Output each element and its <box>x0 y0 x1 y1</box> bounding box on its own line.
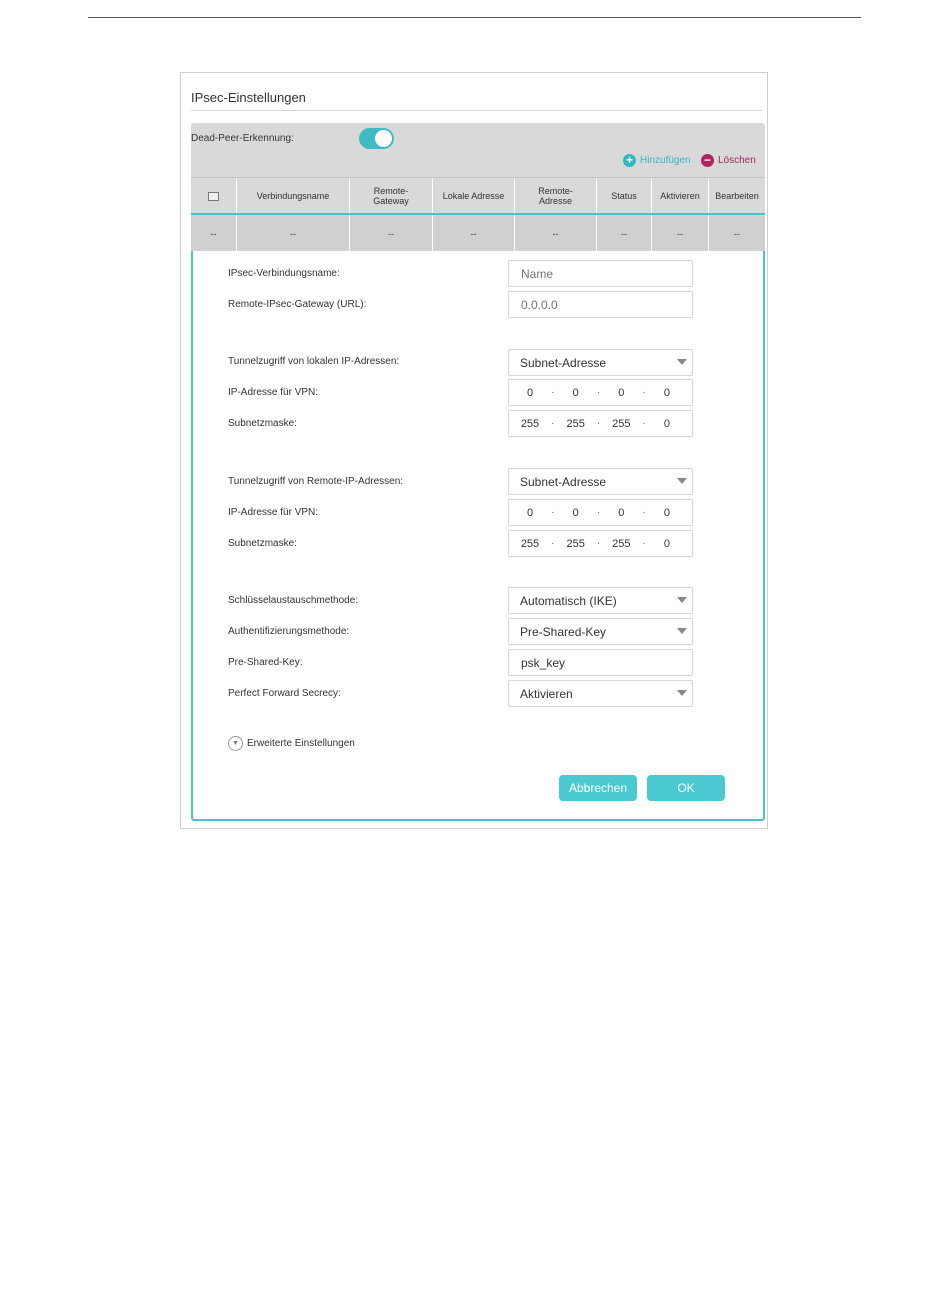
select-all-cell <box>191 178 236 214</box>
gateway-input[interactable] <box>508 291 693 318</box>
panel-title: IPsec-Einstellungen <box>191 90 306 105</box>
table-cell: -- <box>708 215 765 253</box>
ip-octet[interactable]: 0 <box>663 506 671 519</box>
ip-octet[interactable]: 0 <box>526 386 534 399</box>
remote-mask-label: Subnetzmaske: <box>228 538 297 549</box>
ip-octet[interactable]: 0 <box>618 506 625 519</box>
dead-peer-toggle[interactable] <box>359 128 394 149</box>
chevron-down-icon <box>677 628 687 634</box>
remote-access-label: Tunnelzugriff von Remote-IP-Adressen: <box>228 476 404 487</box>
advanced-settings-toggle[interactable] <box>228 736 355 751</box>
minus-circle-icon: − <box>701 154 714 167</box>
ip-octet[interactable]: 0 <box>618 386 625 399</box>
chevron-down-icon <box>677 359 687 365</box>
remote-mask-input[interactable]: 255 · 255 · 255 · 0 <box>508 530 693 557</box>
local-mask-label: Subnetzmaske: <box>228 418 297 429</box>
page-top-rule <box>88 17 861 18</box>
gateway-label: Remote-IPsec-Gateway (URL): <box>228 299 367 310</box>
cancel-button[interactable]: Abbrechen <box>559 775 637 801</box>
remote-ip-label: IP-Adresse für VPN: <box>228 507 319 518</box>
conn-name-input[interactable] <box>508 260 693 287</box>
remote-access-value: Subnet-Adresse <box>520 474 607 489</box>
ip-octet[interactable]: 0 <box>572 386 579 399</box>
psk-value: psk_key <box>521 655 566 670</box>
dead-peer-label: Dead-Peer-Erkennung: <box>191 133 294 144</box>
auth-method-label: Authentifizierungsmethode: <box>228 626 350 637</box>
plus-circle-icon: + <box>623 154 636 167</box>
col-header-enable: Aktivieren <box>651 178 708 214</box>
remote-access-select[interactable] <box>508 468 693 495</box>
chevron-down-icon <box>677 597 687 603</box>
col-header-remote: Remote-Adresse <box>514 178 596 214</box>
ok-button[interactable]: OK <box>647 775 725 801</box>
table-cell: -- <box>651 215 708 253</box>
auth-method-select[interactable] <box>508 618 693 645</box>
key-exchange-label: Schlüsselaustauschmethode: <box>228 595 359 606</box>
mask-octet[interactable]: 0 <box>663 537 671 550</box>
title-divider <box>191 110 762 111</box>
delete-button[interactable] <box>701 154 756 167</box>
mask-octet[interactable]: 0 <box>663 417 671 430</box>
col-header-gateway: Remote-Gateway <box>349 178 432 214</box>
ipsec-edit-form <box>191 251 765 821</box>
local-access-value: Subnet-Adresse <box>520 355 607 370</box>
local-mask-input[interactable]: 255 · 255 · 255 · 0 <box>508 410 693 437</box>
local-ip-input[interactable]: 0 · 0 · 0 · 0 <box>508 379 693 406</box>
mask-octet[interactable]: 255 <box>612 417 631 430</box>
col-header-local: Lokale Adresse <box>432 178 514 214</box>
add-label: Hinzufügen <box>640 155 691 166</box>
table-cell: -- <box>210 229 217 239</box>
col-header-edit: Bearbeiten <box>708 178 765 214</box>
advanced-settings-label: Erweiterte Einstellungen <box>247 738 355 749</box>
chevron-down-circle-icon: ▼ <box>228 736 243 751</box>
conn-name-label: IPsec-Verbindungsname: <box>228 268 340 279</box>
table-cell: -- <box>432 215 514 253</box>
add-button[interactable] <box>623 154 691 167</box>
table-header <box>191 177 765 214</box>
ipsec-settings-panel <box>180 72 768 829</box>
table-cell: -- <box>596 215 651 253</box>
select-all-checkbox[interactable] <box>208 192 219 201</box>
ip-octet[interactable]: 0 <box>572 506 579 519</box>
key-exchange-select[interactable] <box>508 587 693 614</box>
table-cell: -- <box>236 215 349 253</box>
chevron-down-icon <box>677 478 687 484</box>
connection-list-area <box>191 123 765 251</box>
mask-octet[interactable]: 255 <box>566 537 585 550</box>
auth-method-value: Pre-Shared-Key <box>520 624 607 639</box>
pfs-select[interactable] <box>508 680 693 707</box>
connection-table <box>191 177 765 251</box>
table-cell: -- <box>514 215 596 253</box>
local-access-label: Tunnelzugriff von lokalen IP-Adressen: <box>228 356 400 367</box>
mask-octet[interactable]: 255 <box>566 417 585 430</box>
remote-ip-input[interactable]: 0 · 0 · 0 · 0 <box>508 499 693 526</box>
delete-label: Löschen <box>718 155 756 166</box>
mask-octet[interactable]: 255 <box>520 537 540 550</box>
table-row <box>191 213 765 253</box>
local-access-select[interactable] <box>508 349 693 376</box>
pfs-label: Perfect Forward Secrecy: <box>228 688 341 699</box>
table-cell: -- <box>349 215 432 253</box>
col-header-status: Status <box>596 178 651 214</box>
col-header-name: Verbindungsname <box>236 178 349 214</box>
ip-octet[interactable]: 0 <box>526 506 534 519</box>
chevron-down-icon <box>677 690 687 696</box>
local-ip-label: IP-Adresse für VPN: <box>228 387 319 398</box>
psk-input[interactable] <box>508 649 693 676</box>
key-exchange-value: Automatisch (IKE) <box>520 593 617 608</box>
ip-octet[interactable]: 0 <box>663 386 671 399</box>
pfs-value: Aktivieren <box>520 686 573 701</box>
mask-octet[interactable]: 255 <box>612 537 631 550</box>
psk-label: Pre-Shared-Key: <box>228 657 303 668</box>
mask-octet[interactable]: 255 <box>520 417 540 430</box>
toggle-knob <box>375 130 392 147</box>
